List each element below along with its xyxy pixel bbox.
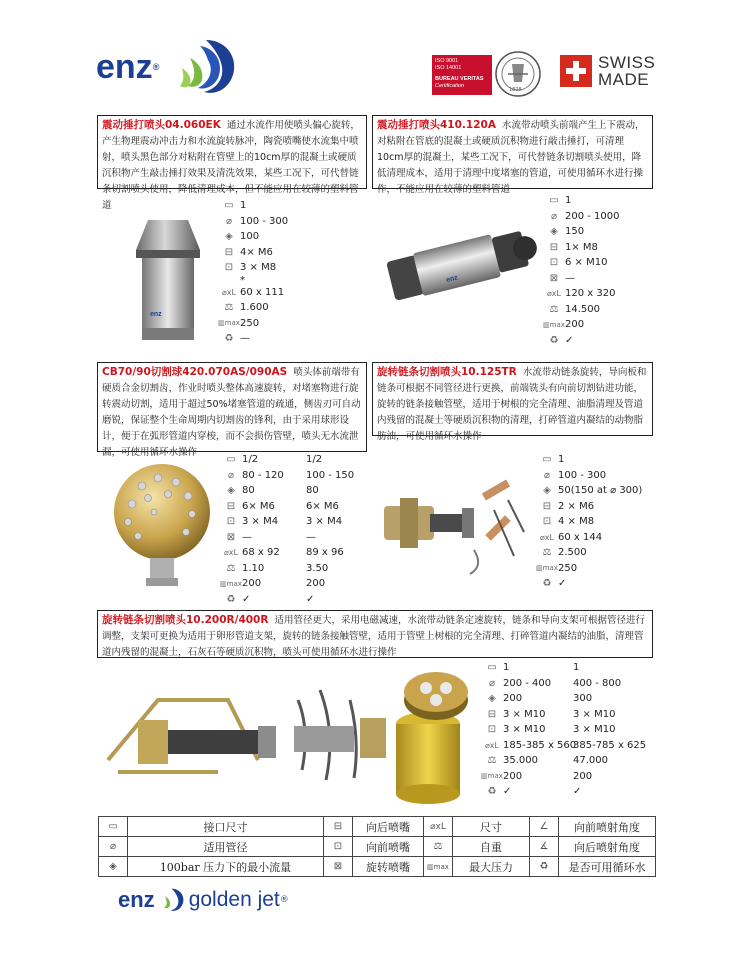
- spec-value: 1: [558, 454, 565, 466]
- pipe-diameter-icon: ⌀: [543, 469, 551, 481]
- recycle-water-icon: ♻: [226, 593, 236, 605]
- swiss-flag-icon: [560, 55, 592, 87]
- spec-value-cb70: 200: [242, 578, 262, 590]
- legend-label: 向后喷嘴: [353, 817, 424, 837]
- product-description-410120a: [372, 115, 653, 195]
- spec-value: 1× M8: [565, 241, 598, 253]
- rear-nozzle-icon: ⊟: [487, 708, 497, 720]
- size-icon: ⌀xL: [424, 817, 453, 837]
- spec-value-400r: 300: [573, 693, 593, 705]
- max-symbol: max: [549, 320, 565, 329]
- legend-label: 尺寸: [453, 817, 530, 837]
- max-pressure-icon: ▥max: [220, 579, 242, 588]
- forward-angle-icon: ∠: [530, 817, 559, 837]
- recycle-water-icon: ♻: [530, 857, 559, 877]
- footer-brand: enz: [118, 887, 155, 912]
- spec-value: 2.500: [558, 547, 587, 559]
- spec-list-04060ek: [218, 198, 288, 347]
- legend-label: 最大压力: [453, 857, 530, 877]
- legend-label: 是否可用循环水: [559, 857, 656, 877]
- spec-value: 200: [565, 319, 585, 331]
- spec-value: 6 × M10: [565, 257, 608, 269]
- spec-value: —: [565, 272, 575, 284]
- connector-icon: ▭: [226, 454, 236, 466]
- chain-cutter-10125tr-image: [374, 470, 534, 580]
- spec-value-200r: 200: [503, 770, 523, 782]
- spec-value-400r: 3 × M10: [573, 708, 616, 720]
- product-title: 旋转链条切割喷头10.125TR: [377, 366, 517, 378]
- svg-text:enz: enz: [150, 311, 162, 318]
- product-title: CB70/90切割球420.070AS/090AS: [102, 366, 288, 378]
- connector-icon: ▭: [549, 195, 559, 207]
- recycle-water-icon: ♻: [542, 578, 552, 590]
- size-icon: ⌀xL: [539, 532, 554, 542]
- weight-icon: ⚖: [549, 303, 559, 315]
- spec-value: 3 × M8: [240, 262, 277, 274]
- spec-value-200r: 185-385 x 560: [503, 739, 577, 751]
- legend-label: 100bar 压力下的最小流量: [128, 857, 324, 877]
- spec-value-400r: 385-785 x 625: [573, 739, 647, 751]
- spec-list-410120a: [543, 193, 620, 348]
- rear-nozzle-icon: ⊟: [226, 500, 236, 512]
- product-text: 通过水流作用使喷头偏心旋转，产生物理震动冲击力和水流旋转脉冲，陶瓷喷嘴使水流集中喷射，喷头黑色部分对粘附在管壁上的10cm厚的混凝土或硬质沉积物产生敲击捶打效果及清洗效果，某些工况下，可代替链条切割喷头使用，降低清理成本，但不能应用在较薄的塑料管道: [102, 120, 360, 211]
- size-icon: ⌀xL: [223, 548, 238, 558]
- front-nozzle-icon: ⊡: [549, 257, 559, 269]
- cert-line: ISO 14001: [435, 65, 462, 71]
- spec-list-cb7090: [220, 452, 354, 607]
- spec-value-cb70: 1.10: [242, 562, 265, 574]
- spec-value-200r: 3 × M10: [503, 724, 546, 736]
- max-pressure-icon: ▥max: [481, 772, 503, 781]
- rotating-nozzle-icon: ⊠: [324, 857, 353, 877]
- spec-value-400r: 47.000: [573, 755, 608, 767]
- spec-value: 14.500: [565, 303, 600, 315]
- spec-value: 250: [240, 317, 260, 329]
- vibration-nozzle-410120a-image: [382, 214, 542, 324]
- spec-value-200r: 3 × M10: [503, 708, 546, 720]
- pipe-diameter-icon: ⌀: [99, 837, 128, 857]
- spec-value: 1: [240, 200, 247, 212]
- rotating-nozzle-icon: ⊠: [549, 272, 559, 284]
- spec-value-cb70: 80 - 120: [242, 469, 284, 481]
- size-icon: ⌀xL: [546, 289, 561, 299]
- spec-value: 100 - 300: [240, 215, 289, 227]
- spec-value-400r: ✓: [573, 786, 582, 798]
- spec-value: —: [240, 333, 250, 345]
- connector-icon: ▭: [542, 454, 552, 466]
- spec-value: 2 × M6: [558, 500, 595, 512]
- max-pressure-icon: ▥max: [536, 564, 558, 573]
- spec-value-200r: 200: [503, 693, 523, 705]
- legend-row: [99, 817, 656, 837]
- spec-value-cb90: 1/2: [306, 454, 323, 466]
- spec-value-400r: 200: [573, 770, 593, 782]
- spec-value-400r: 3 × M10: [573, 724, 616, 736]
- rear-nozzle-icon: ⊟: [224, 246, 234, 258]
- min-flow-icon: ◈: [225, 231, 233, 243]
- max-symbol: max: [226, 579, 242, 588]
- max-symbol: max: [224, 319, 240, 328]
- iso-certification-badge: [432, 55, 492, 95]
- spec-value-200r: 35.000: [503, 755, 538, 767]
- spec-value-cb70: 3 × M4: [242, 516, 279, 528]
- spec-value-200r: 200 - 400: [503, 677, 552, 689]
- connector-icon: ▭: [99, 817, 128, 837]
- pipe-diameter-icon: ⌀: [550, 210, 558, 222]
- connector-icon: ▭: [224, 200, 234, 212]
- product-description-10125tr: [372, 362, 653, 442]
- recycle-water-icon: ♻: [487, 786, 497, 798]
- footer-swirl-icon: [159, 887, 185, 913]
- svg-text:enz: enz: [445, 274, 459, 285]
- rear-nozzle-icon: ⊟: [324, 817, 353, 837]
- spec-value-cb90: ✓: [306, 593, 315, 605]
- legend-row: [99, 837, 656, 857]
- spec-value-cb90: 89 x 96: [306, 547, 344, 559]
- enz-swirl-logo-icon: [176, 36, 238, 98]
- spec-value: 100 - 300: [558, 469, 607, 481]
- product-description-cb7090: [97, 362, 367, 458]
- spec-value-cb70: 1/2: [242, 454, 259, 466]
- enz-logo-text: enz: [96, 48, 153, 86]
- spec-value-cb90: 6× M6: [306, 500, 339, 512]
- legend-label: 适用管径: [128, 837, 324, 857]
- max-pressure-icon: ▥max: [543, 320, 565, 329]
- weight-icon: ⚖: [226, 562, 236, 574]
- product-description-10200r-400r: [97, 610, 653, 658]
- size-icon: ⌀xL: [221, 287, 236, 297]
- spec-value: ✓: [565, 334, 574, 346]
- backward-angle-icon: ∡: [530, 837, 559, 857]
- spec-value: ✓: [558, 578, 567, 590]
- legend-label: 旋转喷嘴: [353, 857, 424, 877]
- product-title: 震动捶打喷头410.120A: [377, 119, 496, 131]
- min-flow-icon: ◈: [488, 693, 496, 705]
- spec-value-cb70: 80: [242, 485, 255, 497]
- front-nozzle-icon: ⊡: [324, 837, 353, 857]
- spec-value: 4× M6: [240, 246, 273, 258]
- spec-value-cb70: —: [242, 531, 252, 543]
- footer-golden-jet: golden jet: [188, 888, 280, 911]
- spec-value: 120 x 320: [565, 288, 616, 300]
- rear-nozzle-icon: ⊟: [542, 500, 552, 512]
- pipe-diameter-icon: ⌀: [225, 215, 233, 227]
- spec-value: *: [240, 274, 245, 286]
- spec-value-cb90: 100 - 150: [306, 469, 355, 481]
- cert-line: BUREAU VERITAS: [435, 76, 484, 82]
- product-title: 旋转链条切割喷头10.200R/400R: [102, 614, 269, 626]
- spec-value-cb70: 68 x 92: [242, 547, 280, 559]
- rotating-nozzle-icon: ⊠: [226, 531, 236, 543]
- max-symbol: max: [487, 772, 503, 781]
- front-nozzle-icon: ⊡: [224, 262, 234, 274]
- spec-value-200r: ✓: [503, 786, 512, 798]
- cutting-ball-cb7090-image: [108, 460, 216, 590]
- product-title: 震动捶打喷头04.060EK: [102, 119, 221, 131]
- spec-value-cb70: 6× M6: [242, 500, 275, 512]
- min-flow-icon: ◈: [227, 485, 235, 497]
- legend-label: 向前喷射角度: [559, 817, 656, 837]
- product-description-04060ek: [97, 115, 367, 211]
- front-nozzle-icon: ⊡: [226, 516, 236, 528]
- spec-value-400r: 400 - 800: [573, 677, 622, 689]
- spec-value-cb90: —: [306, 531, 316, 543]
- spec-value-cb70: ✓: [242, 593, 251, 605]
- spec-value: 4 × M8: [558, 516, 595, 528]
- spec-value: 60 x 111: [240, 286, 285, 298]
- made-line: MADE: [598, 70, 650, 89]
- spec-value: 100: [240, 231, 260, 243]
- cert-line: Certification: [435, 83, 465, 89]
- spec-value: 60 x 144: [558, 531, 603, 543]
- recycle-water-icon: ♻: [224, 333, 234, 345]
- min-flow-icon: ◈: [550, 226, 558, 238]
- spec-value: 150: [565, 226, 585, 238]
- front-nozzle-icon: ⊡: [487, 724, 497, 736]
- swiss-line: SWISS: [598, 53, 656, 72]
- vibration-nozzle-04060ek-image: [128, 212, 208, 344]
- legend-row: [99, 857, 656, 877]
- weight-icon: ⚖: [487, 755, 497, 767]
- spec-value-200r: 1: [503, 662, 510, 674]
- product-text: 喷头体前端带有硬质合金切割齿，作业时喷头整体高速旋转，对堵塞物进行旋转震动切割，适用于超过50%堵塞管道的疏通，侧齿刃可自动磨锐，保证整个生命周期内切割齿的锋利，由于采用球形设计，便于在弧形管道内穿梭，而不会损伤管壁，喷头无水流泄漏，可使用循环水操作: [102, 367, 361, 458]
- spec-value-cb90: 80: [306, 485, 319, 497]
- max-pressure-icon: ▥max: [424, 857, 453, 877]
- size-icon: ⌀xL: [484, 740, 499, 750]
- footer-logo: enz golden jet ®: [118, 887, 289, 912]
- spec-list-10200r-400r: [481, 660, 646, 800]
- product-text: 适用管径更大，采用电磁减速，水流带动链条定速旋转，链条和导向支架可根据管径进行调整，支架可更换为适用于卵形管道支架，旋转的链条接触管壁，适用于管壁上树根的完全清理、打碎管道内凝结的油脂，清理管道内残留的混凝土，石灰石等硬质沉积物，喷头可使用循环水进行操作: [102, 615, 646, 658]
- weight-icon: ⚖: [224, 302, 234, 314]
- legend-label: 向后喷射角度: [559, 837, 656, 857]
- cert-line: ISO 9001: [435, 58, 459, 64]
- weight-icon: ⚖: [424, 837, 453, 857]
- connector-icon: ▭: [487, 662, 497, 674]
- icon-legend-table: [98, 816, 656, 877]
- spec-value: 250: [558, 562, 578, 574]
- spec-value: 1.600: [240, 302, 269, 314]
- weight-icon: ⚖: [542, 547, 552, 559]
- spec-value: 1: [565, 195, 572, 207]
- legend-label: 自重: [453, 837, 530, 857]
- spec-value-cb90: 3.50: [306, 562, 329, 574]
- spec-value: 50(150 at ⌀ 300): [558, 485, 643, 497]
- spec-value: 200 - 1000: [565, 210, 620, 222]
- product-text: 水流带动喷头前端产生上下震动，对粘附在管底的混凝土或硬质沉积物进行敲击捶打，可清理10cm厚的混凝土，某些工况下，可代替链条切割喷头使用，降低清理成本，适用于清理中度堵塞的管道，可使用循环水进行操作，不能应用在较薄的塑料管道: [377, 120, 645, 195]
- pipe-diameter-icon: ⌀: [227, 469, 235, 481]
- rotor-head-detail-image: [400, 660, 472, 726]
- bv-seal-year: 1828: [509, 87, 522, 93]
- header: [0, 0, 750, 100]
- max-symbol: max: [433, 862, 449, 871]
- spec-value-cb90: 3 × M4: [306, 516, 343, 528]
- max-pressure-icon: ▥max: [218, 319, 240, 328]
- product-text: 水流带动链条旋转，导向板和链条可根据不同管径进行更换，前端铣头有向前切割钻进功能，旋转的链条接触管壁，适用于树根的完全清理、油脂清理及管道内残留的混凝土等硬质沉积物的清理，打碎管道内凝结的动物脂肪油，可使用循环水操作: [377, 367, 647, 442]
- recycle-water-icon: ♻: [549, 334, 559, 346]
- enz-logo: enz®: [96, 48, 160, 86]
- spec-list-10125tr: [536, 452, 642, 592]
- legend-label: 接口尺寸: [128, 817, 324, 837]
- max-symbol: max: [542, 564, 558, 573]
- min-flow-icon: ◈: [99, 857, 128, 877]
- spec-value-cb90: 200: [306, 578, 326, 590]
- rear-nozzle-icon: ⊟: [549, 241, 559, 253]
- min-flow-icon: ◈: [543, 485, 551, 497]
- pipe-diameter-icon: ⌀: [488, 677, 496, 689]
- legend-label: 向前喷嘴: [353, 837, 424, 857]
- swiss-made-label: [598, 54, 655, 88]
- front-nozzle-icon: ⊡: [542, 516, 552, 528]
- spec-value-400r: 1: [573, 662, 580, 674]
